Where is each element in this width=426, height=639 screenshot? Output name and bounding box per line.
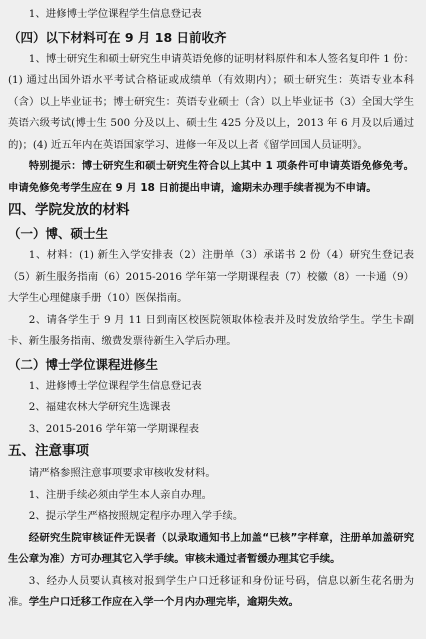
paragraph: 请严格参照注意事项要求审核收发材料。 [28,467,216,479]
bold-paragraph: 经研究生院审核证件无误者（以录取通知书上加盖“已核”字样章，注册单加盖研究生公章为准）方可办理其它入学手续。审核未通过者暂缓办理其它手续。 [8,531,414,565]
section-heading: 五、注意事项 [8,443,89,459]
paragraph: 1、注册手续必须由学生本人亲自办理。 [28,488,213,501]
paragraph: 1、博士研究生和硕士研究生申请英语免修的证明材料原件和本人签名复印件 1 份：(1) 通过出国外语水平考试合格证或成绩单（有效期内）；硕士研究生：英语专业本科（含）以上毕业证书；博士研究生：英语专业硕士（含）以上毕业证书（3）全国大学生英语六级考试(博士生 500 分及以上、硕士生 425 分及以上，2013 年 6 月及以后通过的)；(4) 近五年内在英语国家学习、进修一年及以上者《留学回国人员证明》。 [8,52,414,151]
paragraph: 1、进修博士学位课程学生信息登记表 [28,379,202,392]
paragraph: 1、材料：(1) 新生入学安排表（2）注册单（3）承诺书 2 份（4）研究生登记表（5）新生服务指南（6）2015-2016 学年第一学期课程表（7）校徽（8）一卡通（9）大学生心理健康手册（10）医保指南。 [8,249,414,304]
subsection-heading: （二）博士学位课程进修生 [8,356,159,372]
bold-paragraph: 特别提示：博士研究生和硕士研究生符合以上其中 1 项条件可申请英语免修免考。申请免修免考学生应在 9 月 18 日前提出申请，逾期未办理手续者视为不申请。 [8,160,414,194]
paragraph-bold-text: 学生户口迁移工作应在入学一个月内办理完毕，逾期失效。 [28,596,299,608]
paragraph: 3、2015-2016 学年第一学期课程表 [28,422,200,435]
subsection-heading: （四）以下材料可在 9 月 18 日前收齐 [8,29,227,45]
paragraph: 1、进修博士学位课程学生信息登记表 [28,8,202,20]
subsection-heading: （一）博、硕士生 [8,226,109,241]
paragraph: 2、福建农林大学研究生选课表 [28,401,171,413]
paragraph: 2、提示学生严格按照规定程序办理入学手续。 [28,510,244,522]
paragraph: 2、请各学生于 9 月 11 日到南区校医院领取体检表并及时发放给学生。学生卡副卡、新生服务指南、缴费发票待新生入学后办理。 [8,313,414,347]
paragraph-text: 3、经办人员要认真核对报到学生户口迁移证和身份证号码，信息以新生花名册为准。 [8,574,414,608]
paragraph [8,571,414,614]
section-heading: 四、学院发放的材料 [8,202,130,218]
